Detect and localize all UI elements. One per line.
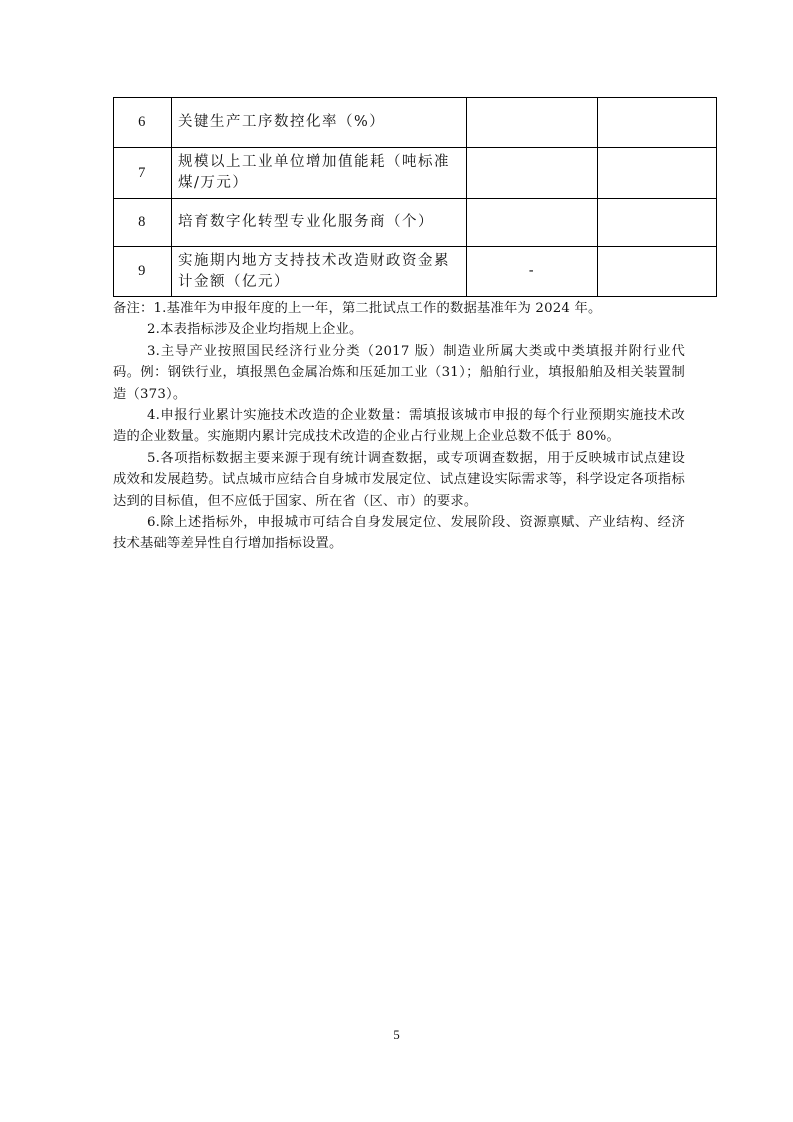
row-number: 6 [114, 98, 172, 148]
target-cell [598, 98, 717, 148]
note-item: 4.申报行业累计实施技术改造的企业数量：需填报该城市申报的每个行业预期实施技术改造的企业数量。实施期内累计完成技术改造的企业占行业规上企业总数不低于 80%。 [113, 408, 685, 445]
target-cell [598, 199, 717, 247]
page-number: 5 [393, 1027, 400, 1042]
row-number: 9 [114, 247, 172, 297]
note-intro: 备注：1.基准年为申报年度的上一年，第二批试点工作的数据基准年为 2024 年。 [113, 301, 602, 316]
table-row [114, 98, 717, 148]
table-row [114, 247, 717, 297]
table-row [114, 199, 717, 247]
baseline-cell [467, 148, 598, 199]
indicator-name: 实施期内地方支持技术改造财政资金累计金额（亿元） [172, 247, 467, 297]
indicator-name: 规模以上工业单位增加值能耗（吨标准煤/万元） [172, 148, 467, 199]
baseline-cell [467, 199, 598, 247]
indicator-table [113, 97, 717, 297]
target-cell [598, 247, 717, 297]
note-item: 3.主导产业按照国民经济行业分类（2017 版）制造业所属大类或中类填报并附行业代码。例：钢铁行业，填报黑色金属冶炼和压延加工业（31）；船舶行业，填报船舶及相关装置制造（373）。 [113, 343, 685, 402]
row-number: 8 [114, 199, 172, 247]
row-number: 7 [114, 148, 172, 199]
baseline-cell: - [467, 247, 598, 297]
indicator-name: 培育数字化转型专业化服务商（个） [172, 199, 467, 247]
note-item: 6.除上述指标外，申报城市可结合自身发展定位、发展阶段、资源禀赋、产业结构、经济技术基础等差异性自行增加指标设置。 [113, 515, 685, 552]
baseline-cell [467, 98, 598, 148]
indicator-name: 关键生产工序数控化率（%） [172, 98, 467, 148]
note-item: 2.本表指标涉及企业均指规上企业。 [147, 322, 363, 338]
table-row [114, 148, 717, 199]
note-item: 5.各项指标数据主要来源于现有统计调查数据，或专项调查数据，用于反映城市试点建设成效和发展趋势。试点城市应结合自身城市发展定位、试点建设实际需求等，科学设定各项指标达到的目标值，但不应低于国家、所在省（区、市）的要求。 [113, 450, 685, 509]
target-cell [598, 148, 717, 199]
notes-section [113, 298, 685, 555]
